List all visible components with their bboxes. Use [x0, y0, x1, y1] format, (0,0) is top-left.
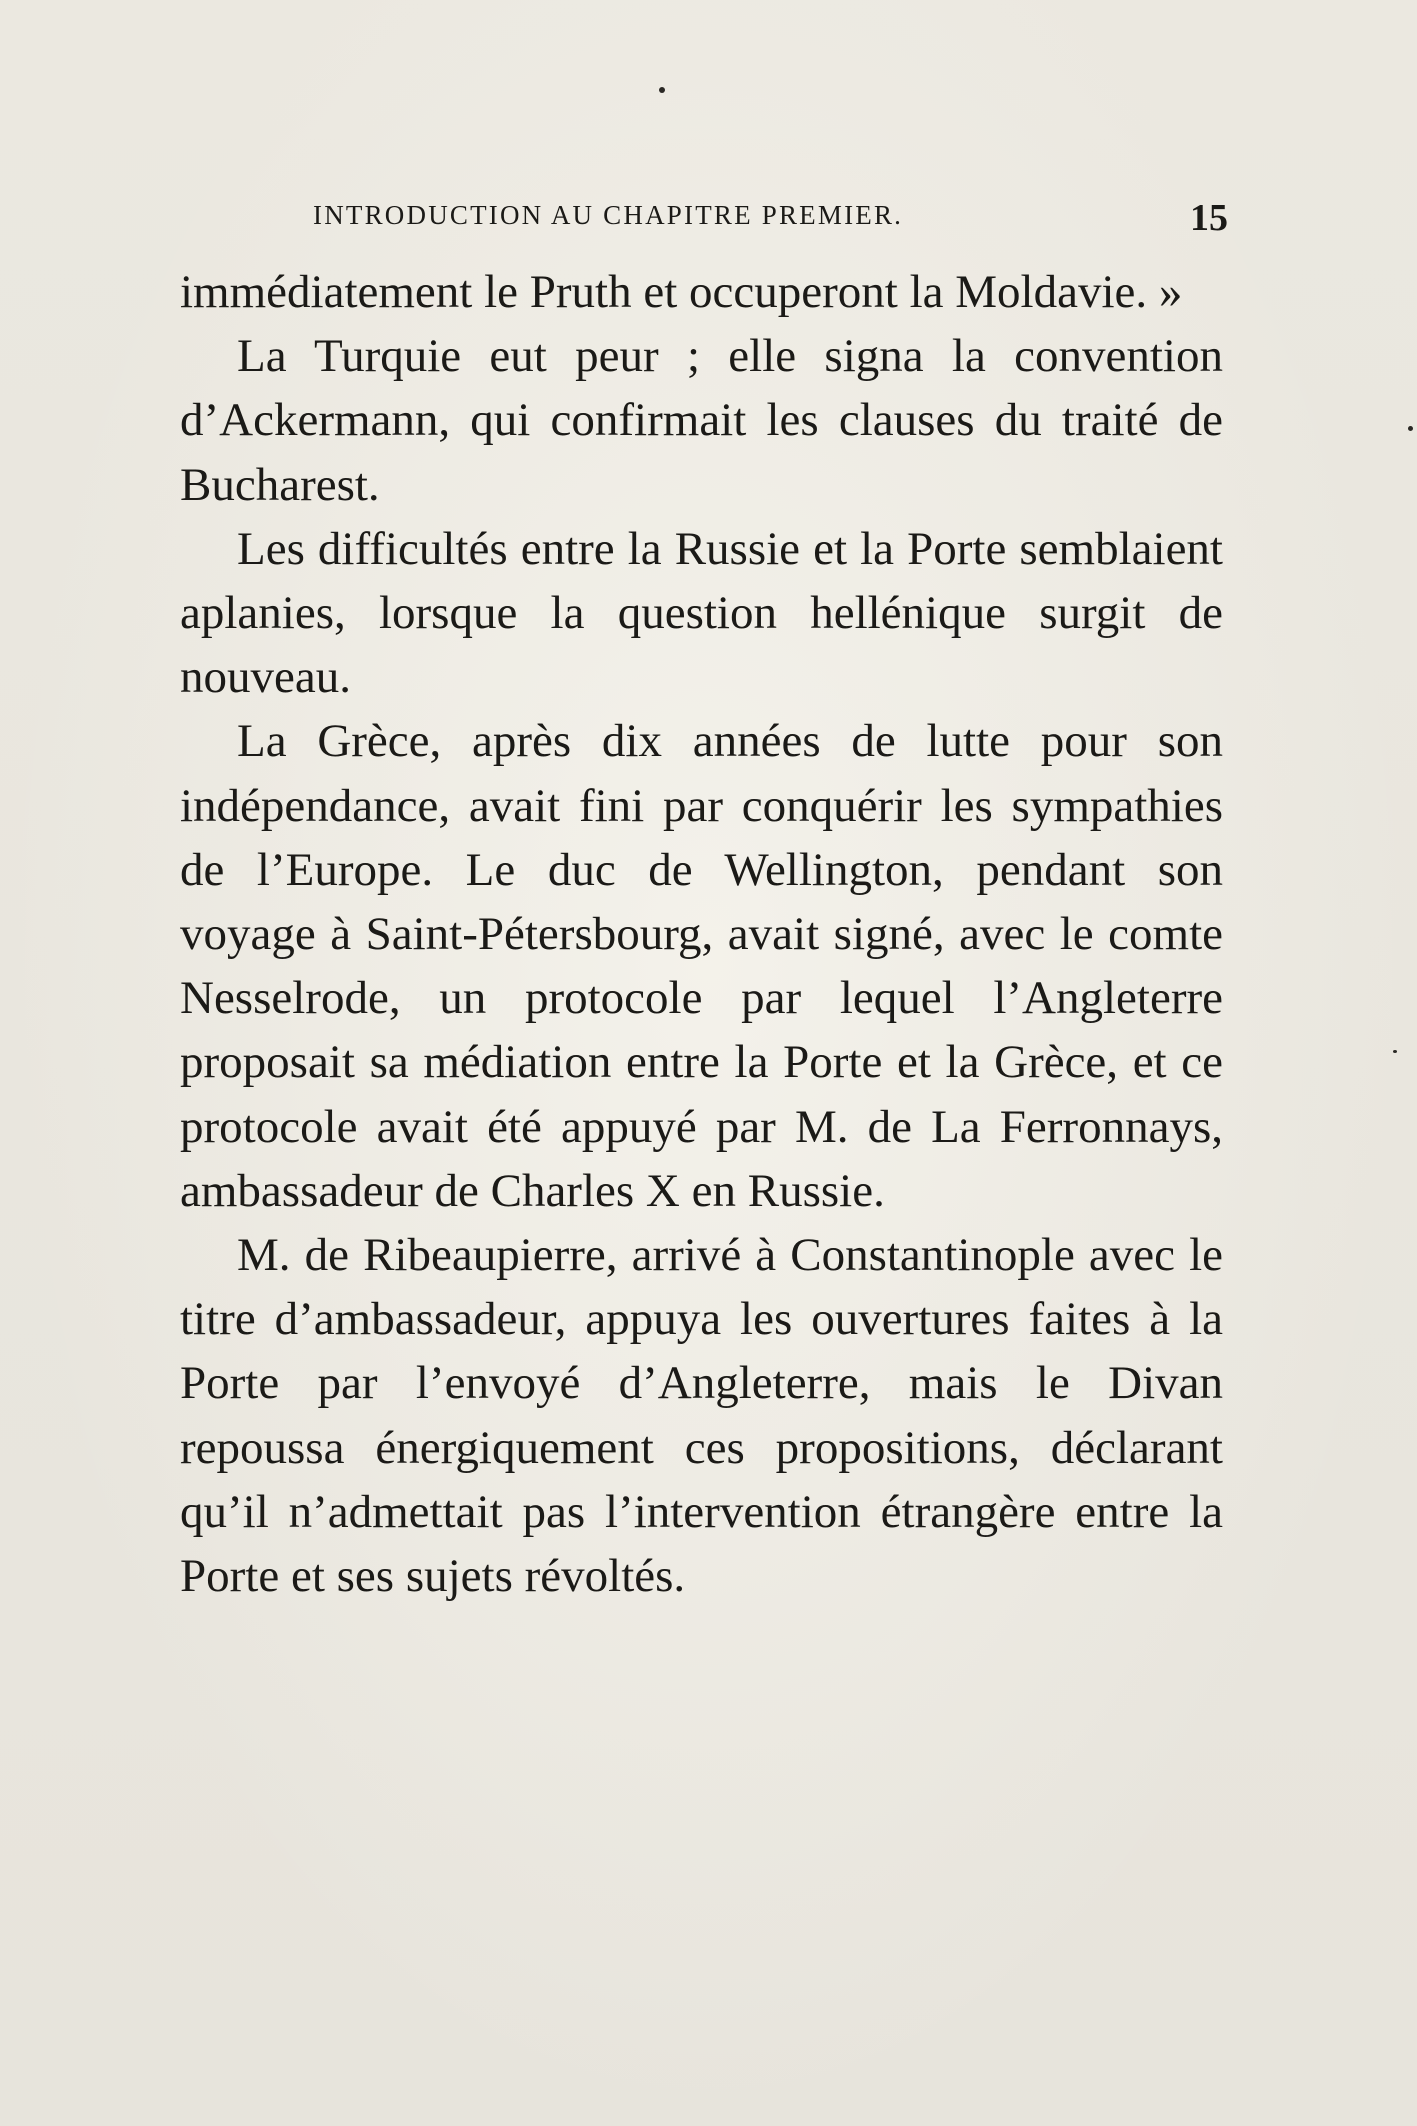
- paragraph: M. de Ribeaupierre, arrivé à Constantinople avec le titre d’ambassadeur, appuya les ouvertures faites à la Porte par l’envoyé d’Angleterre, mais le Divan repoussa énergiquement ces propositions, déclarant qu’il n’admettait pas l’intervention étrangère entre la Porte et ses sujets révoltés.: [180, 1229, 1223, 1603]
- ink-speck: [659, 87, 665, 93]
- paragraph: Les difficultés entre la Russie et la Porte semblaient aplanies, lorsque la question hellénique surgit de nouveau.: [180, 522, 1223, 704]
- body-text: [180, 260, 1223, 1608]
- ink-speck: [1408, 426, 1413, 431]
- paragraph: La Grèce, après dix années de lutte pour son indépendance, avait fini par conquérir les sympathies de l’Europe. Le duc de Wellington, pendant son voyage à Saint-Pétersbourg, avait signé, avec le comte Nesselrode, un protocole par lequel l’Angleterre proposait sa médiation entre la Porte et la Grèce, et ce protocole avait été appuyé par M. de La Ferronnays, ambassadeur de Charles X en Russie.: [180, 715, 1223, 1217]
- paragraph: La Turquie eut peur ; elle signa la convention d’Ackermann, qui confirmait les clauses du traité de Bucharest.: [180, 330, 1223, 511]
- ink-speck: [1393, 1050, 1397, 1053]
- paragraph: immédiatement le Pruth et occuperont la Moldavie. »: [180, 266, 1183, 318]
- running-title: INTRODUCTION AU CHAPITRE PREMIER.: [313, 200, 904, 230]
- page-header: [313, 196, 1228, 240]
- page-number: 15: [1190, 197, 1228, 239]
